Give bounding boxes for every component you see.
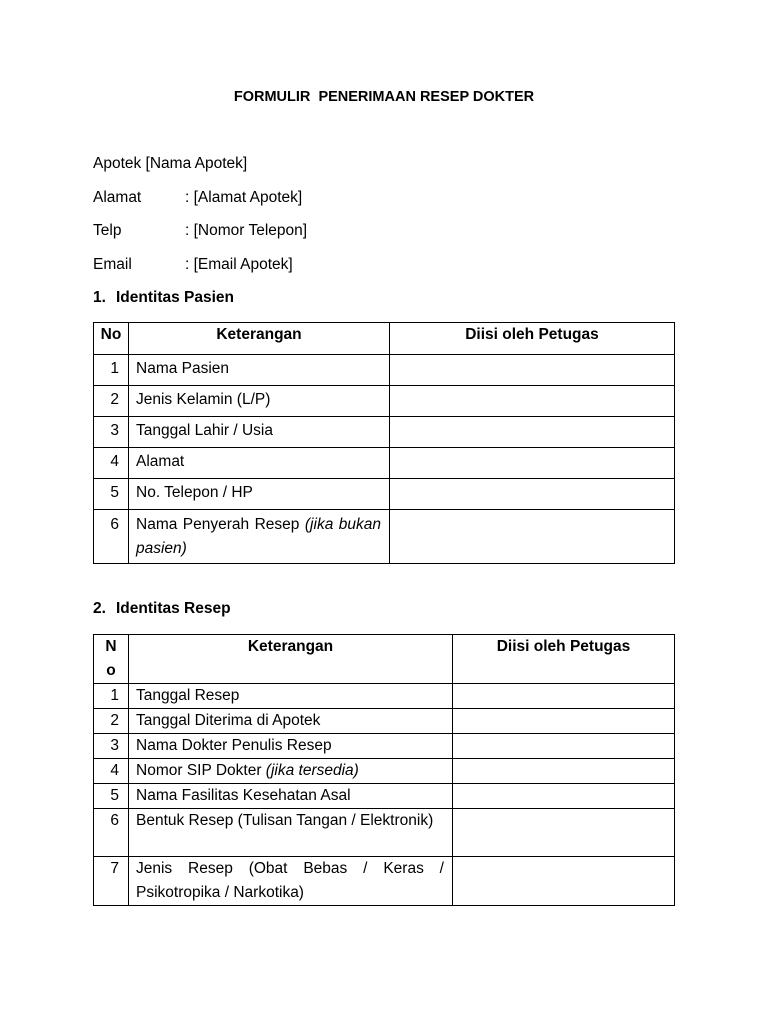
row-label: Tanggal Resep <box>129 684 453 709</box>
address-label: Alamat <box>93 189 142 206</box>
row-number: 6 <box>94 510 129 564</box>
fill-in-cell[interactable] <box>453 734 675 759</box>
row-label: Nama Fasilitas Kesehatan Asal <box>129 784 453 809</box>
fill-in-cell[interactable] <box>453 784 675 809</box>
address-value: : [Alamat Apotek] <box>185 189 303 206</box>
column-header-no: No <box>94 323 129 355</box>
fill-in-cell[interactable] <box>453 857 675 906</box>
phone-value: : [Nomor Telepon] <box>185 222 308 239</box>
row-label: Tanggal Diterima di Apotek <box>129 709 453 734</box>
row-number: 1 <box>94 684 129 709</box>
email-value: : [Email Apotek] <box>185 256 293 273</box>
row-label <box>129 510 390 564</box>
table-row <box>94 386 675 417</box>
table-row <box>94 684 675 709</box>
section-1-heading <box>93 289 234 307</box>
table-row <box>94 857 675 906</box>
table-row <box>94 417 675 448</box>
row-number: 6 <box>94 809 129 857</box>
fill-in-cell[interactable] <box>390 510 675 564</box>
section-2-heading <box>93 600 231 618</box>
row-label: Jenis Resep (Obat Bebas / Keras / Psikotropika / Narkotika) <box>129 857 453 906</box>
table-row <box>94 734 675 759</box>
table-row <box>94 510 675 564</box>
section-1-number: 1. <box>93 289 106 306</box>
table-row <box>94 448 675 479</box>
row-number: 7 <box>94 857 129 906</box>
row-label-text: Nama Penyerah Resep <box>136 516 300 533</box>
form-title: FORMULIR PENERIMAAN RESEP DOKTER <box>233 89 535 105</box>
row-label: Alamat <box>129 448 390 479</box>
section-2-title: Identitas Resep <box>116 600 231 617</box>
email-label: Email <box>93 256 132 273</box>
phone-line <box>93 222 307 240</box>
row-label-note: (jika tersedia) <box>265 762 359 779</box>
fill-in-cell[interactable] <box>390 448 675 479</box>
row-label-text: Nomor SIP Dokter <box>136 762 262 779</box>
email-line <box>93 256 293 274</box>
row-number: 3 <box>94 417 129 448</box>
row-label: No. Telepon / HP <box>129 479 390 510</box>
table-header-row <box>94 635 675 684</box>
column-header-petugas: Diisi oleh Petugas <box>453 635 675 684</box>
row-number: 3 <box>94 734 129 759</box>
table-row <box>94 759 675 784</box>
row-number: 4 <box>94 448 129 479</box>
row-number: 2 <box>94 709 129 734</box>
patient-identity-table <box>93 322 675 564</box>
address-line <box>93 189 302 207</box>
row-label: Nama Dokter Penulis Resep <box>129 734 453 759</box>
fill-in-cell[interactable] <box>390 479 675 510</box>
section-2-number: 2. <box>93 600 106 617</box>
row-number: 2 <box>94 386 129 417</box>
phone-label: Telp <box>93 222 122 239</box>
fill-in-cell[interactable] <box>453 709 675 734</box>
table-row <box>94 784 675 809</box>
column-header-no: No <box>94 635 129 684</box>
row-number: 5 <box>94 479 129 510</box>
row-label: Jenis Kelamin (L/P) <box>129 386 390 417</box>
column-header-keterangan: Keterangan <box>129 635 453 684</box>
section-1-title: Identitas Pasien <box>116 289 235 306</box>
fill-in-cell[interactable] <box>453 759 675 784</box>
row-number: 4 <box>94 759 129 784</box>
table-row <box>94 355 675 386</box>
row-label: Bentuk Resep (Tulisan Tangan / Elektronik) <box>129 809 453 857</box>
row-number: 1 <box>94 355 129 386</box>
table-header-row <box>94 323 675 355</box>
pharmacy-name: Apotek [Nama Apotek] <box>93 155 248 172</box>
table-row <box>94 709 675 734</box>
row-label: Tanggal Lahir / Usia <box>129 417 390 448</box>
table-row <box>94 479 675 510</box>
fill-in-cell[interactable] <box>390 417 675 448</box>
fill-in-cell[interactable] <box>453 809 675 857</box>
fill-in-cell[interactable] <box>453 684 675 709</box>
table-row <box>94 809 675 857</box>
prescription-identity-table <box>93 634 675 906</box>
fill-in-cell[interactable] <box>390 355 675 386</box>
row-number: 5 <box>94 784 129 809</box>
row-label <box>129 759 453 784</box>
row-label: Nama Pasien <box>129 355 390 386</box>
column-header-petugas: Diisi oleh Petugas <box>390 323 675 355</box>
column-header-keterangan: Keterangan <box>129 323 390 355</box>
row-label-note: (jika bukan pasien) <box>136 516 381 557</box>
fill-in-cell[interactable] <box>390 386 675 417</box>
